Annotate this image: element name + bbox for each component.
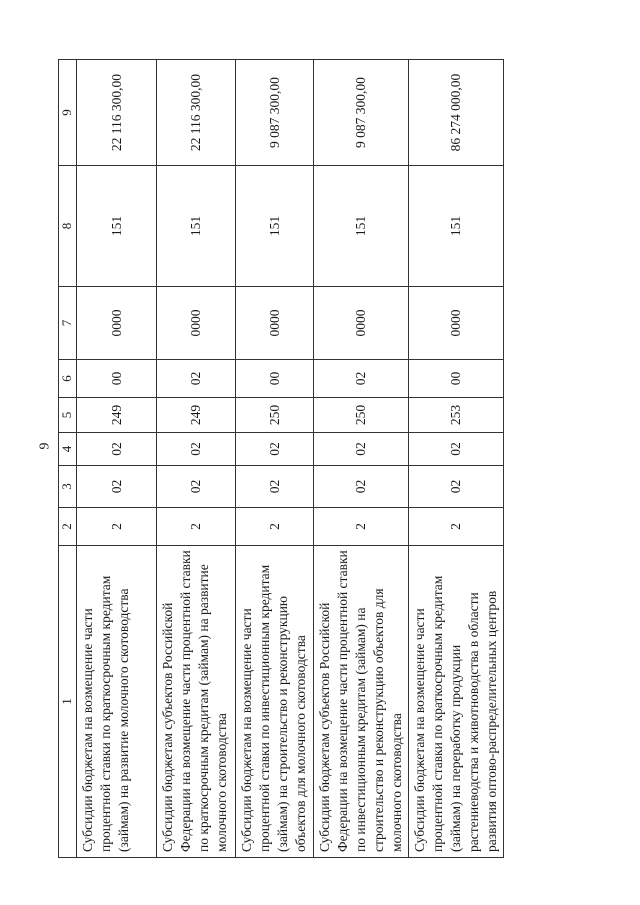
cell-col-3: 02	[314, 466, 409, 508]
row-description: Субсидии бюджетам субъектов Российской Федерации на возмещение части процентной ставки по краткосрочным кредитам (займам) на развитие молочного скотоводства	[157, 546, 236, 858]
table-row	[77, 60, 157, 858]
cell-col-3: 02	[409, 466, 504, 508]
cell-col-6: 02	[157, 360, 236, 398]
cell-col-2: 2	[77, 508, 157, 546]
table-row	[157, 60, 236, 858]
cell-col-5: 250	[314, 398, 409, 433]
column-header: 7	[59, 287, 77, 360]
cell-col-9-amount: 22 116 300,00	[157, 60, 236, 166]
column-header: 3	[59, 466, 77, 508]
column-header: 5	[59, 398, 77, 433]
cell-col-4: 02	[314, 433, 409, 466]
cell-col-7: 0000	[77, 287, 157, 360]
column-header: 4	[59, 433, 77, 466]
cell-col-5: 250	[236, 398, 314, 433]
cell-col-2: 2	[314, 508, 409, 546]
cell-col-4: 02	[236, 433, 314, 466]
cell-col-6: 00	[409, 360, 504, 398]
budget-subsidies-table	[58, 59, 504, 858]
column-header: 8	[59, 166, 77, 287]
cell-col-9-amount: 22 116 300,00	[77, 60, 157, 166]
column-header: 1	[59, 546, 77, 858]
cell-col-2: 2	[157, 508, 236, 546]
cell-col-8: 151	[409, 166, 504, 287]
cell-col-6: 00	[77, 360, 157, 398]
column-header: 9	[59, 60, 77, 166]
cell-col-7: 0000	[409, 287, 504, 360]
cell-col-5: 253	[409, 398, 504, 433]
cell-col-7: 0000	[236, 287, 314, 360]
cell-col-4: 02	[409, 433, 504, 466]
cell-col-9-amount: 9 087 300,00	[236, 60, 314, 166]
cell-col-5: 249	[157, 398, 236, 433]
cell-col-3: 02	[157, 466, 236, 508]
table-header-row	[59, 60, 77, 858]
cell-col-8: 151	[314, 166, 409, 287]
table-row	[409, 60, 504, 858]
table-row	[314, 60, 409, 858]
column-header: 6	[59, 360, 77, 398]
cell-col-3: 02	[77, 466, 157, 508]
cell-col-6: 02	[314, 360, 409, 398]
cell-col-6: 00	[236, 360, 314, 398]
row-description: Субсидии бюджетам субъектов Российской Федерации на возмещение части процентной ставки по инвестиционным кредитам (займам) на строительство и реконструкцию объектов для молочного скотоводства	[314, 546, 409, 858]
cell-col-2: 2	[236, 508, 314, 546]
row-description: Субсидии бюджетам на возмещение части процентной ставки по краткосрочным кредитам (займам) на переработку продукции растениеводства и животноводства в области развития оптово-распределительных центров	[409, 546, 504, 858]
cell-col-9-amount: 86 274 000,00	[409, 60, 504, 166]
cell-col-2: 2	[409, 508, 504, 546]
column-header: 2	[59, 508, 77, 546]
row-description: Субсидии бюджетам на возмещение части процентной ставки по краткосрочным кредитам (займам) на развитие молочного скотоводства	[77, 546, 157, 858]
table-row	[236, 60, 314, 858]
cell-col-9-amount: 9 087 300,00	[314, 60, 409, 166]
cell-col-8: 151	[236, 166, 314, 287]
cell-col-7: 0000	[157, 287, 236, 360]
page-number: 9	[37, 442, 53, 450]
cell-col-4: 02	[157, 433, 236, 466]
cell-col-5: 249	[77, 398, 157, 433]
row-description: Субсидии бюджетам на возмещение части процентной ставки по инвестиционным кредитам (займам) на строительство и реконструкцию объектов для молочного скотоводства	[236, 546, 314, 858]
cell-col-4: 02	[77, 433, 157, 466]
cell-col-8: 151	[77, 166, 157, 287]
cell-col-7: 0000	[314, 287, 409, 360]
cell-col-8: 151	[157, 166, 236, 287]
cell-col-3: 02	[236, 466, 314, 508]
